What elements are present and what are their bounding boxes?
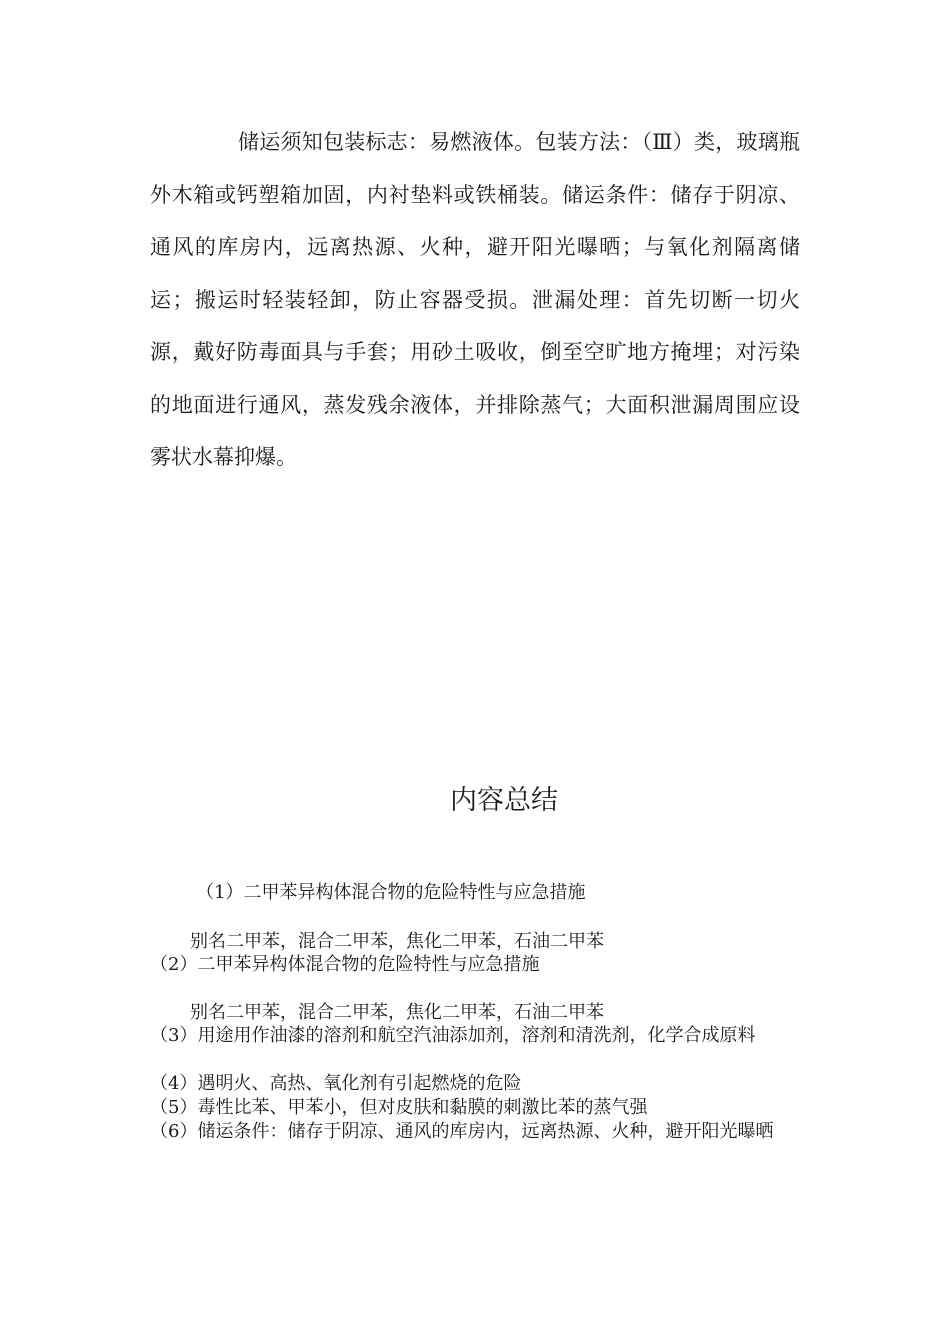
summary-item-3: （3）用途用作油漆的溶剂和航空汽油添加剂，溶剂和清洗剂，化学合成原料 (150, 1025, 756, 1046)
summary-item-4: （4）遇明火、高热、氧化剂有引起燃烧的危险 (150, 1073, 522, 1094)
storage-transport-paragraph: 储运须知包装标志：易燃液体。包装方法：（Ⅲ）类，玻璃瓶外木箱或钙塑箱加固，内衬垫料或铁桶装。储运条件：储存于阴凉、通风的库房内，远离热源、火种，避开阳光曝晒；与氧化剂隔离储运；搬运时轻装轻卸，防止容器受损。泄漏处理：首先切断一切火源，戴好防毒面具与手套；用砂土吸收，倒至空旷地方掩埋；对污染的地面进行通风，蒸发残余液体，并排除蒸气；大面积泄漏周围应设雾状水幕抑爆。 (150, 130, 800, 469)
summary-alias-1: 别名二甲苯，混合二甲苯，焦化二甲苯，石油二甲苯 (190, 931, 604, 952)
summary-title: 内容总结 (450, 785, 558, 816)
summary-item-6: （6）储运条件：储存于阴凉、通风的库房内，远离热源、火种，避开阳光曝晒 (150, 1121, 774, 1142)
summary-alias-2: 别名二甲苯，混合二甲苯，焦化二甲苯，石油二甲苯 (190, 1002, 604, 1023)
summary-item-5: （5）毒性比苯、甲苯小，但对皮肤和黏膜的刺激比苯的蒸气强 (150, 1097, 648, 1118)
summary-item-1: （1）二甲苯异构体混合物的危险特性与应急措施 (196, 882, 586, 903)
summary-item-2: （2）二甲苯异构体混合物的危险特性与应急措施 (150, 954, 540, 975)
